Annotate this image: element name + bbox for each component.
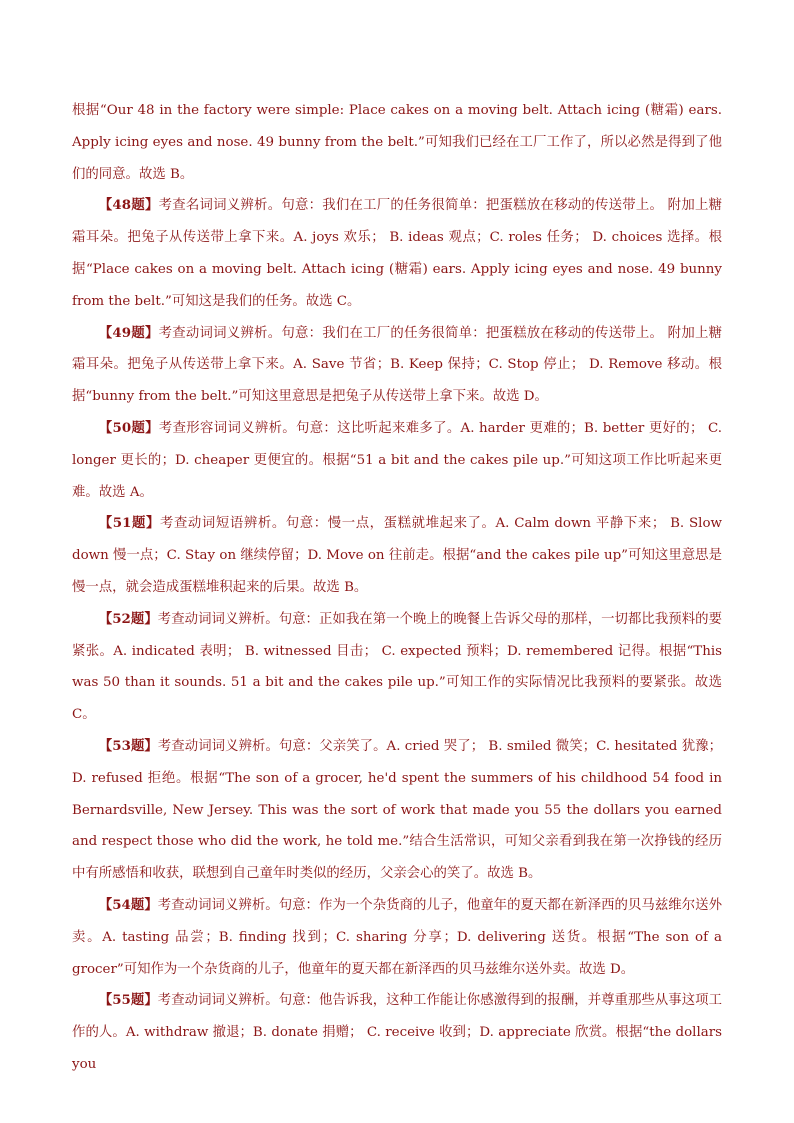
paragraph-text: 考查动词词义辨析。句意：作为一个杂货商的儿子，他童年的夏天都在新泽西的贝马兹维尔送外卖。A. tasting 品尝；B. finding 找到；C. sharing 分享；D. delivering 送货。根据“The son of a grocer”可知作为一个杂货商的儿子，他童年的夏天都在新泽西的贝马兹维尔送外卖。故选 D。 xyxy=(72,897,722,977)
paragraph-text: 考查动词词义辨析。句意：正如我在第一个晚上的晚餐上告诉父母的那样，一切都比我预料的要紧张。A. indicated 表明； B. witnessed 目击； C. expected 预料；D. remembered 记得。根据“This was 50 than it sounds. 51 a bit and the cakes pile up.”可知工作的实际情况比我预料的要紧张。故选 C。 xyxy=(72,611,722,723)
question-tag: 【48题】 xyxy=(98,197,159,214)
question-tag: 【54题】 xyxy=(98,896,158,913)
paragraph-text: 考查动词词义辨析。句意：父亲笑了。A. cried 哭了； B. smiled 微笑；C. hesitated 犹豫；D. refused 拒绝。根据“The son of a grocer, he'd spent the summers of his childhood 54 food in Bernardsville, New Jersey. This was the sort of work that made you 55 the dollars you earned and respect those who did the work, he told me.”结合生活常识，可知父亲看到我在第一次挣钱的经历中有所感悟和收获，联想到自己童年时类似的经历，父亲会心的笑了。故选 B。 xyxy=(72,738,722,882)
paragraph-q52 xyxy=(72,604,722,731)
paragraph-q51 xyxy=(72,508,722,603)
paragraph-q53 xyxy=(72,731,722,890)
paragraph-text: 考查名词词义辨析。句意：我们在工厂的任务很简单：把蛋糕放在移动的传送带上。 附加上糖霜耳朵。把兔子从传送带上拿下来。A. joys 欢乐； B. ideas 观点；C. roles 任务； D. choices 选择。根据“Place cakes on a moving belt. Attach icing (糖霜) ears. Apply icing eyes and nose. 49 bunny from the belt.”可知这是我们的任务。故选 C。 xyxy=(72,198,722,309)
question-tag: 【55题】 xyxy=(98,992,158,1009)
paragraph-text: 考查形容词词义辨析。句意：这比听起来难多了。A. harder 更难的；B. better 更好的； C. longer 更长的；D. cheaper 更便宜的。根据“51 a bit and the cakes pile up.”可知这项工作比听起来更难。故选 A。 xyxy=(72,420,722,500)
question-tag: 【51题】 xyxy=(98,515,160,532)
paragraph-q50 xyxy=(72,413,722,508)
paragraph-intro xyxy=(72,95,722,190)
paragraph-q49 xyxy=(72,318,722,413)
question-tag: 【53题】 xyxy=(98,737,158,754)
paragraph-text: 根据“Our 48 in the factory were simple: Place cakes on a moving belt. Attach icing (糖霜) ears. Apply icing eyes and nose. 49 bunny from the belt.”可知我们已经在工厂工作了，所以必然是得到了他们的同意。故选 B。 xyxy=(72,103,722,182)
question-tag: 【52题】 xyxy=(98,610,158,627)
paragraph-text: 考查动词短语辨析。句意：慢一点，蛋糕就堆起来了。A. Calm down 平静下来； B. Slow down 慢一点；C. Stay on 继续停留；D. Move on 往前走。根据“and the cakes pile up”可知这里意思是慢一点，就会造成蛋糕堆积起来的后果。故选 B。 xyxy=(72,516,722,595)
paragraph-q55 xyxy=(72,985,722,1080)
paragraph-q48 xyxy=(72,190,722,317)
answer-explanation-page xyxy=(72,95,722,1081)
paragraph-text: 考查动词词义辨析。句意：我们在工厂的任务很简单：把蛋糕放在移动的传送带上。 附加上糖霜耳朵。把兔子从传送带上拿下来。A. Save 节省；B. Keep 保持；C. Stop 停止； D. Remove 移动。根据“bunny from the belt.”可知这里意思是把兔子从传送带上拿下来。故选 D。 xyxy=(72,325,722,405)
paragraph-q54 xyxy=(72,890,722,985)
question-tag: 【49题】 xyxy=(98,324,159,341)
question-tag: 【50题】 xyxy=(98,419,159,436)
paragraph-text: 考查动词词义辨析。句意：他告诉我，这种工作能让你感激得到的报酬，并尊重那些从事这项工作的人。A. withdraw 撤退；B. donate 捐赠； C. receive 收到；D. appreciate 欣赏。根据“the dollars you xyxy=(72,993,722,1072)
